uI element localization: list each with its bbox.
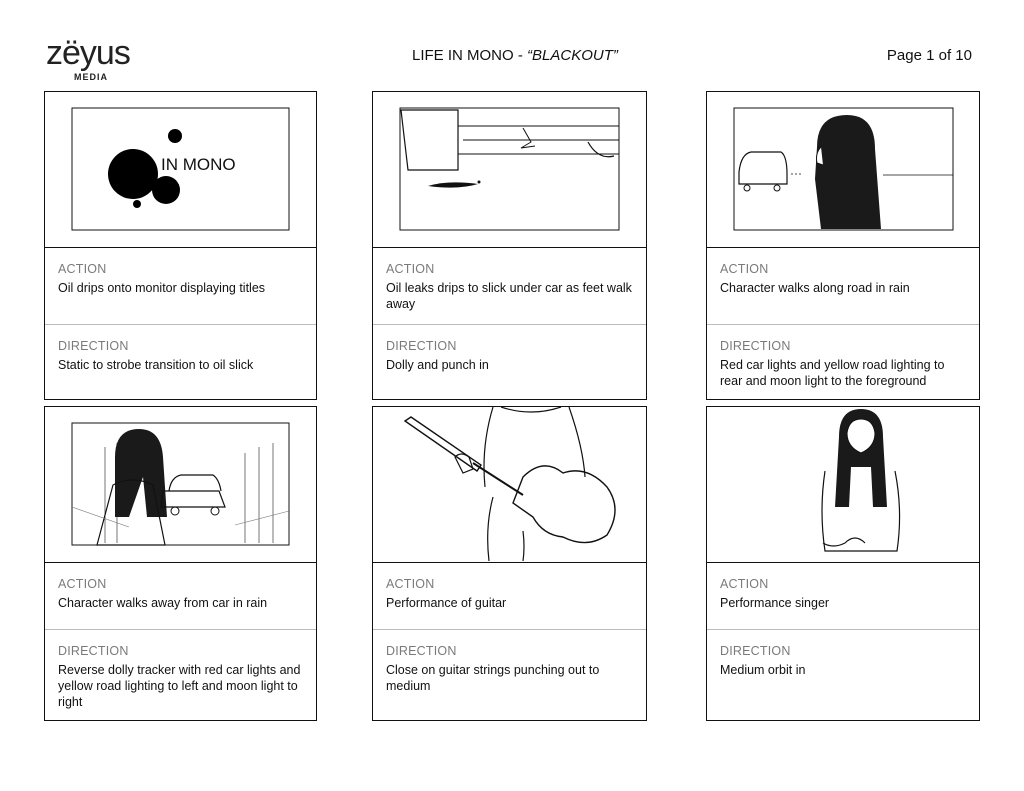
action-section-3 [707, 248, 979, 324]
car-underside-sketch [373, 92, 646, 247]
action-text: Character walks away from car in rain [58, 596, 268, 610]
action-text: Oil drips onto monitor displaying titles [58, 281, 266, 295]
direction-text: Red car lights and yellow road lighting to rear and moon light to the foreground [720, 358, 945, 388]
title-prefix: LIFE IN MONO - [412, 47, 528, 64]
storyboard-panel-2 [372, 91, 647, 400]
storyboard-panel-4 [44, 406, 317, 721]
direction-text: Static to strobe transition to oil slick [58, 358, 254, 372]
singer-performance-sketch [707, 407, 979, 562]
direction-label: DIRECTION [58, 339, 129, 353]
action-label: ACTION [386, 262, 435, 276]
action-label: ACTION [386, 577, 435, 591]
panel-frame-3 [707, 92, 979, 248]
zeyus-media-logo [46, 34, 141, 84]
action-text: Performance singer [720, 596, 830, 610]
storyboard-panel-1 [44, 91, 317, 400]
character-road-sketch [707, 92, 979, 247]
action-text: Oil leaks drips to slick under car as feet walk away [386, 281, 632, 311]
direction-label: DIRECTION [720, 644, 791, 658]
action-section-4 [45, 563, 316, 629]
logo-subtitle: MEDIA [74, 72, 108, 82]
direction-section-6 [707, 629, 979, 720]
storyboard-panel-3 [706, 91, 980, 400]
action-section-1 [45, 248, 316, 324]
direction-label: DIRECTION [386, 339, 457, 353]
direction-text: Reverse dolly tracker with red car lights and yellow road lighting to left and moon light to right [58, 663, 301, 709]
document-title [412, 47, 618, 64]
storyboard-panel-6 [706, 406, 980, 721]
direction-label: DIRECTION [58, 644, 129, 658]
guitar-performance-sketch [373, 407, 646, 562]
direction-section-4 [45, 629, 316, 720]
storyboard-panel-5 [372, 406, 647, 721]
page-number: Page 1 of 10 [886, 47, 972, 64]
direction-text: Dolly and punch in [386, 358, 489, 372]
action-section-6 [707, 563, 979, 629]
action-label: ACTION [58, 577, 107, 591]
action-section-5 [373, 563, 646, 629]
logo-wordmark: zëyus [46, 34, 130, 72]
direction-section-1 [45, 324, 316, 399]
character-walking-away-sketch [45, 407, 316, 562]
direction-text: Medium orbit in [720, 663, 806, 677]
frame-caption: IN MONO [161, 155, 236, 174]
action-section-2 [373, 248, 646, 324]
action-label: ACTION [720, 577, 769, 591]
panel-frame-6 [707, 407, 979, 563]
episode-title: “BLACKOUT” [527, 47, 618, 64]
direction-section-2 [373, 324, 646, 399]
oil-drip-monitor-sketch [45, 92, 316, 247]
action-label: ACTION [58, 262, 107, 276]
action-label: ACTION [720, 262, 769, 276]
panel-frame-2 [373, 92, 646, 248]
direction-label: DIRECTION [386, 644, 457, 658]
direction-section-3 [707, 324, 979, 399]
action-text: Character walks along road in rain [720, 281, 910, 295]
action-text: Performance of guitar [386, 596, 507, 610]
panel-frame-1 [45, 92, 316, 248]
panel-frame-4 [45, 407, 316, 563]
direction-section-5 [373, 629, 646, 720]
direction-label: DIRECTION [720, 339, 791, 353]
panel-frame-5 [373, 407, 646, 563]
direction-text: Close on guitar strings punching out to medium [386, 663, 600, 693]
